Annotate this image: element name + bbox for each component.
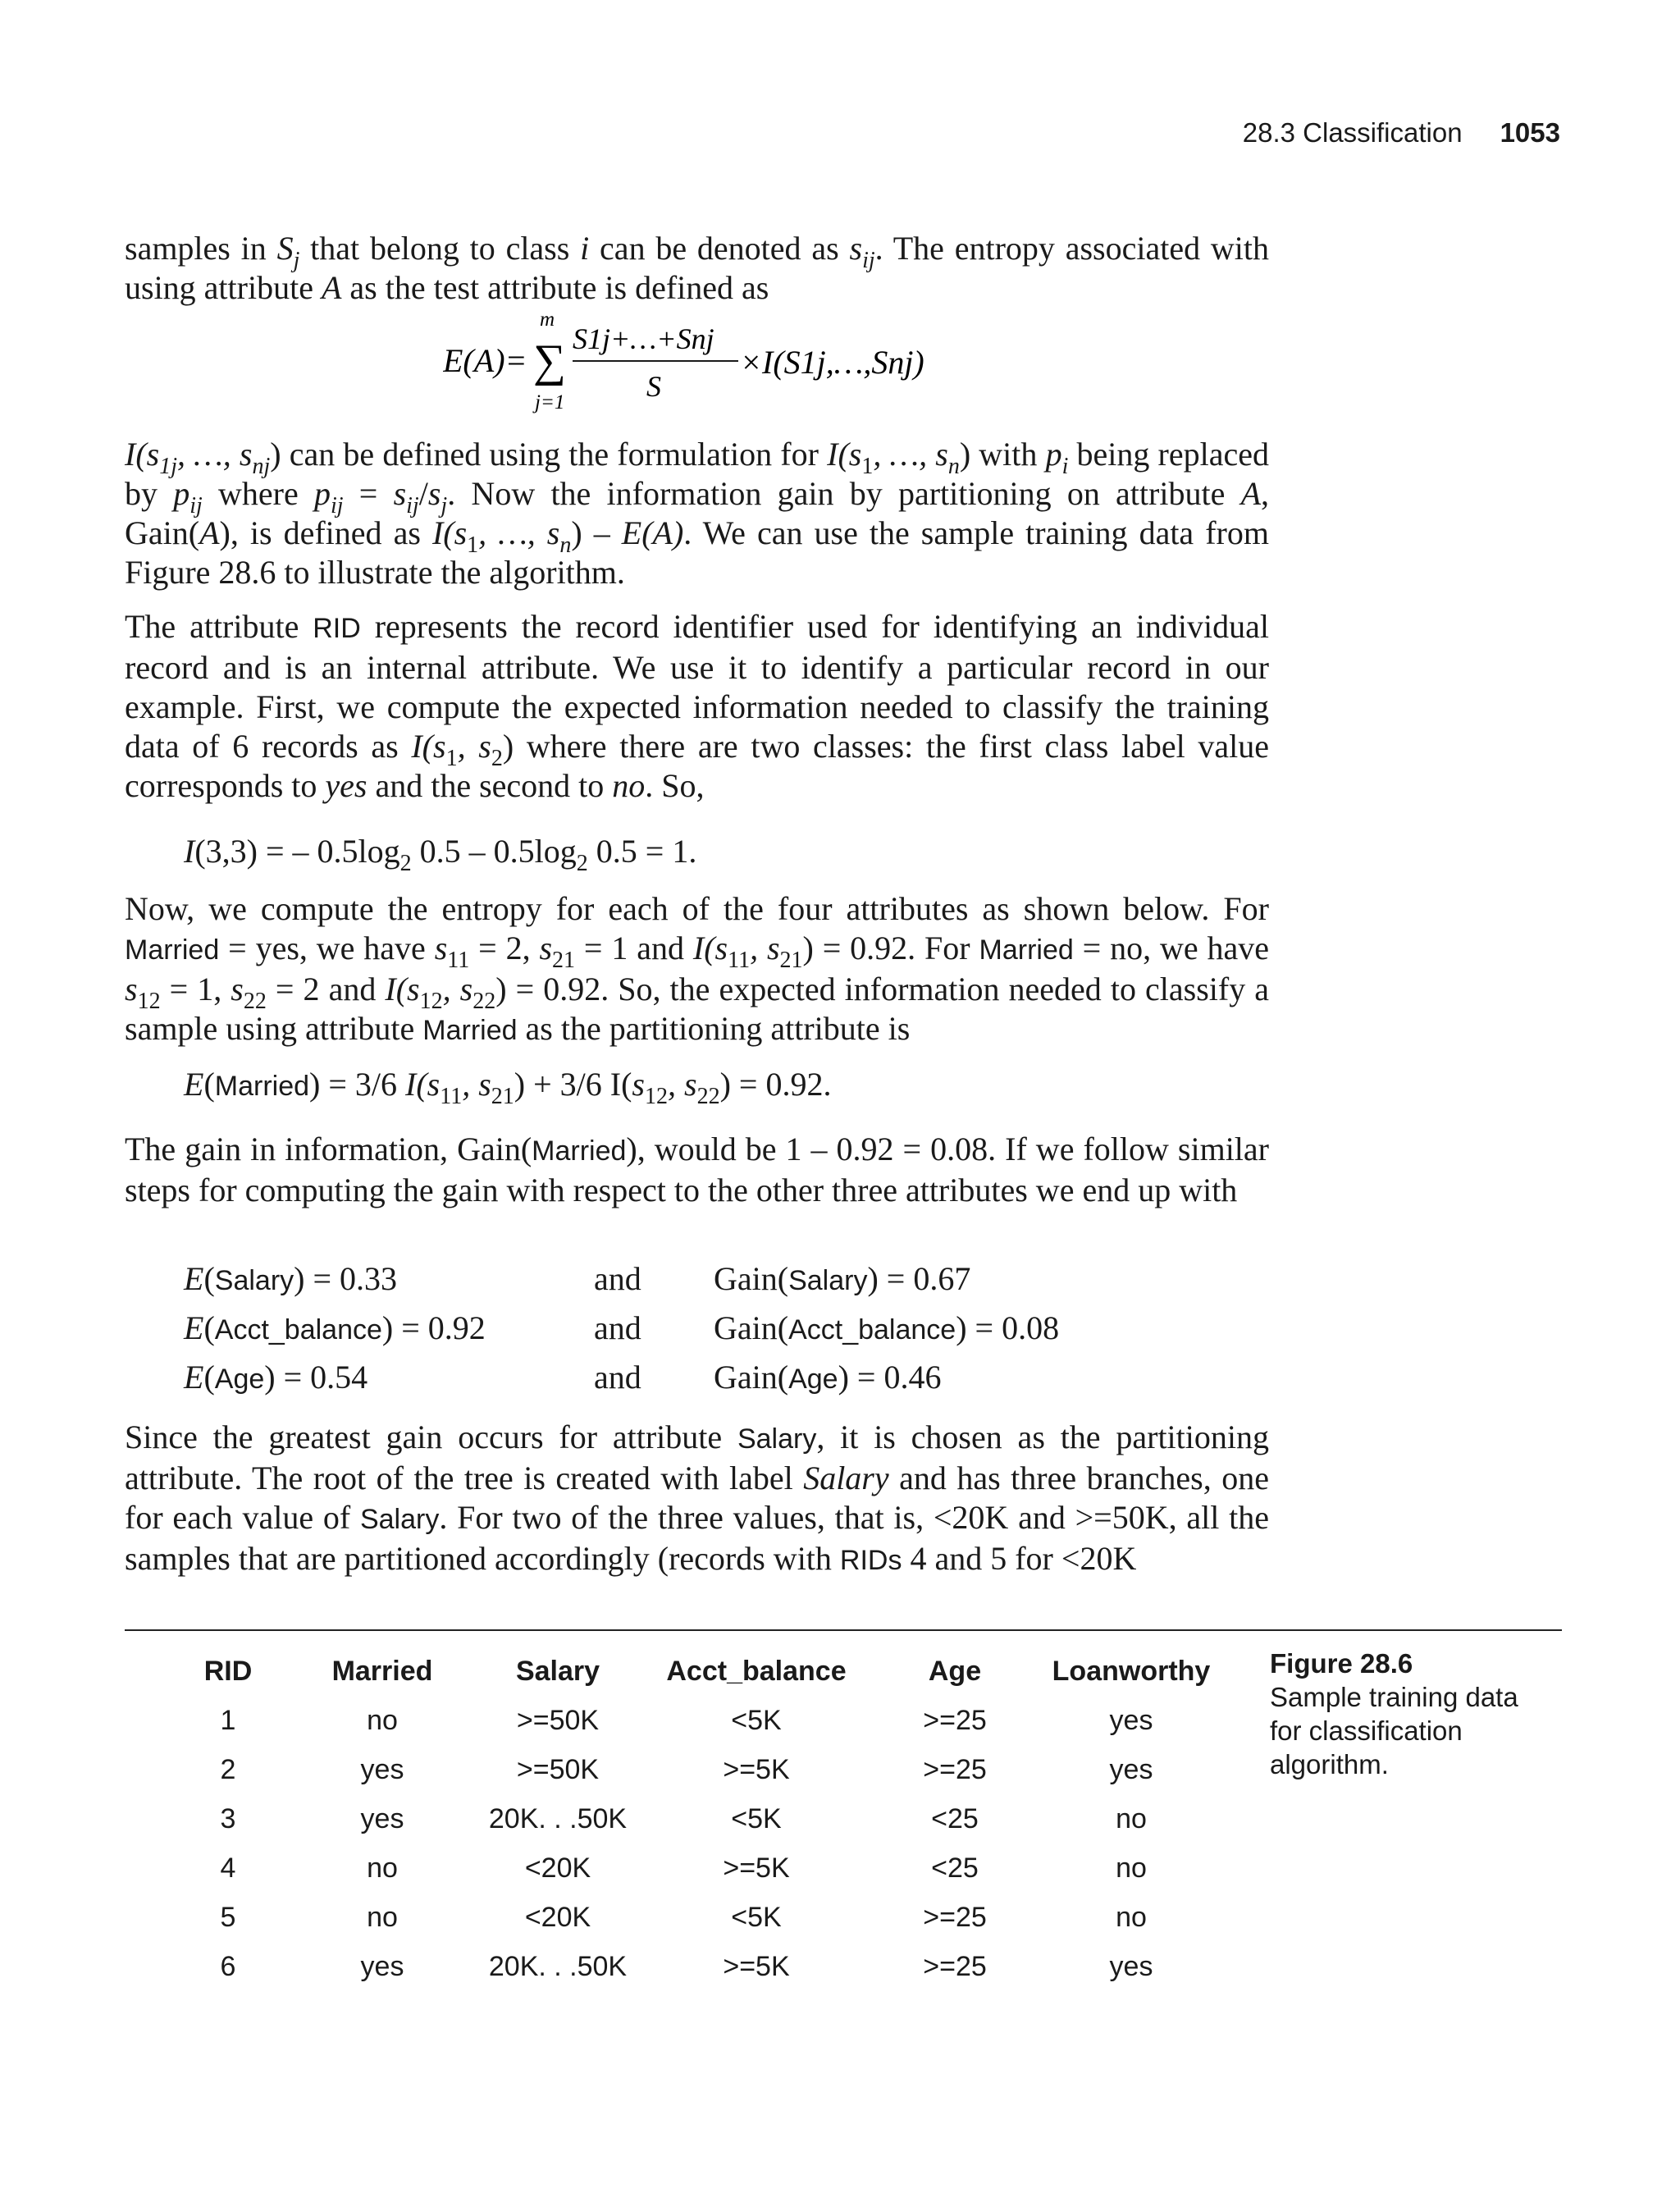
table-cell: >=25 <box>923 1901 987 1933</box>
column-header: Loanworthy <box>1052 1655 1211 1687</box>
paragraph-rid-explanation: The attribute RID represents the record identifier used for identifying an individual record and is an internal attribute. We use it to identify a particular record in our example. First, we compute the expected information needed to classify the training data of 6 records as $I(s_1$, $s_2$) where there are two classes: the first class label value corresponds to yes and the second to no. So, <box>125 608 1270 804</box>
table-cell: >=5K <box>723 1753 790 1785</box>
table-cell: <5K <box>731 1901 782 1933</box>
eq-rhs: ×I(S1j,…,Snj) <box>740 344 924 381</box>
table-cell: 6 <box>220 1950 236 1982</box>
column-header: Acct_balance <box>666 1655 847 1687</box>
table-cell: >=25 <box>923 1950 987 1982</box>
table-cell: <20K <box>524 1852 591 1884</box>
table-cell: >=5K <box>723 1950 790 1982</box>
table-header-row <box>164 1647 1222 1696</box>
table-row <box>164 1696 1222 1745</box>
table-row <box>164 1745 1222 1794</box>
section-title: 28.3 Classification <box>1242 117 1463 148</box>
column-header: Salary <box>515 1655 600 1687</box>
paragraph-married-entropy: Now, we compute the entropy for each of the four attributes as shown below. For Married = yes, we have $s_{11} = 2$, $s_{21} = 1$ and $I(s_{11}$, $s_{21}) = 0.92$. For Married = no, we have $s_{12} = 1$, $s_{22} = 2$ and $I(s_{12}$, $s_{22}) = 0.92$. So, the expected information needed to classify a sample using attribute Married as the partitioning attribute is <box>125 890 1270 1047</box>
table-cell: 20K. . .50K <box>488 1950 628 1982</box>
table-cell: no <box>367 1852 398 1884</box>
table-cell: 20K. . .50K <box>488 1802 628 1834</box>
eq-sum-upper: m <box>540 316 555 331</box>
table-row <box>164 1794 1222 1843</box>
page-number: 1053 <box>1500 117 1560 148</box>
paragraph-salary-root: Since the greatest gain occurs for attribute Salary, it is chosen as the partitioning attribute. The root of the tree is created with label Salary and has three branches, one for each value of Salary. For two of the three values, that is, <20K and >=50K, all the samples that are partitioned accordingly (records with RIDs 4 and 5 for <20K <box>125 1419 1270 1577</box>
table-cell: >=50K <box>516 1704 600 1736</box>
paragraph-entropy-intro: samples in $S_j$ that belong to class i can be denoted as $s_{ij}$. The entropy associated with using attribute A as the test attribute is defined as <box>125 230 1270 306</box>
eq-sum-symbol: ∑ <box>533 336 566 386</box>
figure-divider <box>125 1629 1562 1631</box>
eq-lhs: E(A)= <box>443 342 527 379</box>
table-cell: no <box>1116 1802 1147 1834</box>
figure-caption-text: Sample training data for classification algorithm. <box>1270 1682 1518 1779</box>
table-cell: yes <box>360 1950 404 1982</box>
table-cell: >=25 <box>923 1704 987 1736</box>
column-header: RID <box>203 1655 253 1687</box>
column-header: Age <box>928 1655 982 1687</box>
table-cell: no <box>1116 1852 1147 1884</box>
table-cell: no <box>367 1704 398 1736</box>
figure-caption <box>1270 1647 1549 1781</box>
results-block <box>184 1259 1059 1407</box>
table-cell: 2 <box>220 1753 236 1785</box>
table-row <box>164 1893 1222 1942</box>
table-cell: >=50K <box>516 1753 600 1785</box>
figure-label: Figure 28.6 <box>1270 1648 1413 1679</box>
table-cell: yes <box>1109 1950 1153 1982</box>
table-row <box>164 1843 1222 1893</box>
table-cell: <25 <box>931 1802 979 1834</box>
eq-denominator: S <box>646 370 661 403</box>
running-head <box>1243 117 1560 148</box>
table-cell: >=5K <box>723 1852 790 1884</box>
result-row-acct-balance: E(Acct_balance) = 0.92 and Gain(Acct_balance) = 0.08 <box>184 1309 1060 1346</box>
table-cell: no <box>367 1901 398 1933</box>
equation-i-3-3: I(3,3) = – $0.5\log_2$ $0.5 - 0.5\log_2$ 0.5 = 1. <box>184 833 697 876</box>
table-cell: <5K <box>731 1802 782 1834</box>
table-row <box>164 1942 1222 1991</box>
result-row-age: E(Age) = 0.54 and Gain(Age) = 0.46 <box>184 1359 942 1396</box>
table-cell: 1 <box>220 1704 236 1736</box>
result-row-salary: E(Salary) = 0.33 and Gain(Salary) = 0.67 <box>184 1260 971 1297</box>
table-cell: 4 <box>220 1852 236 1884</box>
table-cell: <5K <box>731 1704 782 1736</box>
table-cell: yes <box>360 1753 404 1785</box>
table-cell: <20K <box>524 1901 591 1933</box>
equation-entropy <box>443 316 968 418</box>
training-data-table <box>164 1647 1222 1991</box>
equation-entropy-svg <box>443 316 968 418</box>
table-cell: yes <box>1109 1753 1153 1785</box>
paragraph-gain-married: The gain in information, Gain(Married), would be 1 – 0.92 = 0.08. If we follow similar steps for computing the gain with respect to the other three attributes we end up with <box>125 1131 1269 1208</box>
eq-numerator: S1j+…+Snj <box>573 322 714 355</box>
table-cell: <25 <box>931 1852 979 1884</box>
paragraph-information-gain: $I(s_{1j}$, …, $s_{nj}$) can be defined using the formulation for $I(s_1$, …, $s_n$) with $p_i$ being replaced by $p_{ij}$ where $p_{ij} = s_{ij}/s_j$. Now the information gain by partitioning on attribute A, Gain(A), is defined as $I(s_1$, …, $s_n) - E(A)$. We can use the sample training data from Figure 28.6 to illustrate the algorithm. <box>125 436 1270 591</box>
table-cell: 3 <box>220 1802 236 1834</box>
equation-e-married: E(Married) = 3/6 $I(s_{11}$, $s_{21}) + 3/6$ $I(s_{12}$, $s_{22}) = 0.92$. <box>184 1066 832 1109</box>
table-cell: yes <box>360 1802 404 1834</box>
table-cell: 5 <box>220 1901 236 1933</box>
table-cell: no <box>1116 1901 1147 1933</box>
eq-sum-lower: j=1 <box>535 391 565 413</box>
column-header: Married <box>331 1655 433 1687</box>
table-cell: yes <box>1109 1704 1153 1736</box>
table-cell: >=25 <box>923 1753 987 1785</box>
